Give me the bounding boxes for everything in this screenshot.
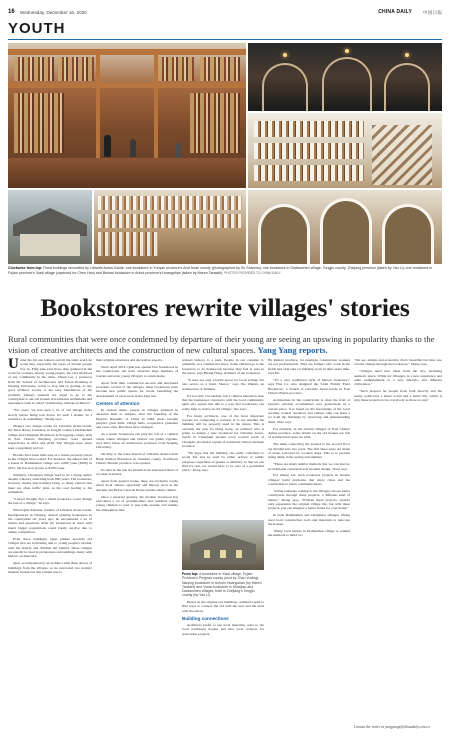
paragraph: "Villages need new ideas from the city, including aesthetic space. While for villagers, is a new experience and other enlightenment to a new lifestyle, and different civilization." <box>354 369 442 387</box>
paragraph: relaxed visitors to a park. People in our consider it, primarily, as a commercial place. Some children go to the bookstore to do homework because they feel at ease in the space, says Huang Hong, architect of the bookstore. <box>182 358 264 376</box>
paragraph: Since April 2014, Qian has opened five bookstores in the countryside. All have attracted large numbers of tourists and even young villagers to return home. <box>96 364 178 378</box>
paragraph: Apart from general books, there are exclusive works about local culture, especially and history, such as the Ancient Tea Horse Caravan Route and the ethnic culture. <box>96 479 178 492</box>
photo-arched-interior <box>248 190 442 264</box>
inset-caption <box>182 572 264 598</box>
photo-village-exterior <box>8 190 92 264</box>
paragraph: Qian, accompanied by an architect with three shows of buildings from the villages, so he renovated two derelict modern bookstores that remain true to <box>8 561 92 574</box>
paragraph: Zhang's two design works for Librairie Avant-Garde, the Tutai library bookshop in Tongjiu county's Dadianzhen village and Chenjiapu Bookstore in Songyang county, both in East China's Zhejiang province, were opened respectively in 2014 and 2018. The villages have since seen a surprising revival. <box>8 424 92 450</box>
paragraph: Even more strikingly, Qian pushes upwards old villages that are hollowing due to young people's exodus, with the elderly and children left behind. These villages are usually located in picturesque surroundings, many with historic architecture. <box>8 536 92 559</box>
caption-text: Rural buildings renovated by Librairie Avant-Garde; one bookstore in Yunyan province's Anxi bean county (photographed by Su Shanmu); one bookstore in Dadianzhen village, Tongjiu county, Zhejiang province (taken by Yao Li); one bookstore in Fujian province's Xiadi village (captured for Chen Hao) and Bishan bookstore in Anhui province's Huangshan (taken by Maren Tanashi). <box>8 266 433 275</box>
deck-text: Rural communities that were once condemned by departure of their young are seeing an upswing in popularity thanks to the vision of creative architects and the construction of new cultural spaces. <box>8 334 435 355</box>
photo-bookstore-interior <box>8 43 246 188</box>
article-column-5 <box>354 358 442 720</box>
inset-caption-text: A bookstore in Xiadi village, Fujian Province's Pingnan county (shot by Zhao Yuding); Nanjing bookstore in Anhui's Huangshan (by Maren Tanashi) and Yunai bookstore in Shanjiao and Dadianzhen villages, both in Zhejiang's Tongjiu county (by Yao Li). <box>182 572 262 598</box>
article-column-4 <box>268 358 350 739</box>
paragraph: Architecture in the countryside is often the fruit of people's wisdom accumulated over generations in a certain place. It is based on the knowledge of the local weather, natural resources and culture. One can learn a lot from the buildings by observing and understanding them, Zhao says. <box>268 397 350 424</box>
paragraph: "It does not only provide space for book selling, but also serves as a bond. Shows," says Xia Zhujun, an architecture of Xiamen. <box>182 377 264 391</box>
paragraph: "Many local people in Dadianzhen village to remind me methods to build too <box>268 529 350 538</box>
article-column-3-bottom <box>182 600 264 739</box>
page-number: 16 <box>8 9 15 15</box>
masthead <box>8 8 442 18</box>
inset-photo-bookstore <box>182 520 264 570</box>
paragraph: For many architects, one of the most important reasons for composing a scenario is to see whether the building will be properly used in the future. This is certainly the case for Dong Gong, an architect who is going to design a new bookstore for Librairie Avant-Garde in Chenjiahu ancient town located north of Chengdu, provincial capital of southwest China's Sichuan province. <box>182 413 264 448</box>
paragraph: As a result, bookstores can play the role of a cultural center where villagers and visitors can gather together, says Zhao Chen, an architecture professor from Nanjing University. <box>96 432 178 450</box>
photo-bookstore-white-shelves <box>248 113 442 188</box>
headline: Bookstores rewrite villages' stories <box>40 293 410 322</box>
paragraph: Apart from their commercial success and newfound economic revival of the villages, these bookstores have become new public spaces for locals, benefiting the development of rural areas in the long run. <box>96 380 178 398</box>
paragraph: It's not only a bookshop, but a cultural education base that the businesses constructs with the local community. Qian also agrees that this is a way that bookstores can really help to revive an old village," Xia says. <box>182 393 264 411</box>
article-column-3-top <box>182 358 264 518</box>
paragraph: When Qian Xiaohua, founder of Librairie Avant-Garde, headquartered in Nanjing, started opening bookstores in the countryside six years ago, he encountered a lot of doubts and questions. After all, bookstores in cities with much bigger populations could barely survive due to online competition. <box>8 508 92 534</box>
paragraph: For Zhang Lei, such bookstore projects in ancient villages' build platforms that allow cities and the countryside to better communications. <box>268 473 350 487</box>
photo-credit: PHOTOS PROVIDED TO CHINA DAILY <box>224 270 281 275</box>
paper-name: CHINA DAILY <box>378 9 412 15</box>
paragraph: "It's a very traditional style of mutual assistance," says Hua Li, who designed the 'Lishi Family Field Bookstore', a branch of Librairie Avant-Garde in East China's Fujian province. <box>268 377 350 395</box>
photo-caption <box>8 266 442 275</box>
paragraph: "For years, we had seen a lot of old village styles slowly before being torn down. It's such a shame. So I wanted to do something," Zhang says. <box>8 408 92 422</box>
paragraph: Architects prefer to use local materials, refer to the local traditional houses and hire local workers for renovation projects. <box>182 623 264 636</box>
paragraph: In both Dadianzhen and Chenjiapu villages, Zhang used local construction tools and materials to renovate the houses. <box>268 513 350 527</box>
paragraph: By Reinan province, for example, construction workers are not professionals. They are farmers who work in the fields and only take on building work in their spare time, says Ho. <box>268 358 350 376</box>
issue-date: Wednesday, December 16, 2020 <box>20 10 87 15</box>
drop-cap: U <box>8 358 19 372</box>
paragraph: Its sales in the last six months have surpassed those of 12 other branches. <box>96 467 178 477</box>
inset-caption-lead: From top: <box>182 572 199 576</box>
writer-contact: Contact the writer at yangyangs@chinadaily.com.cn <box>354 725 430 729</box>
paragraph: Hostels have been built and, as a result, property prices in the villages have soared. For instance, the annual rent of a house in Dadianzhen village was 2,000 yuan ($306) in 2015, but has now grown to 8,000 yuan. <box>8 452 92 470</box>
paragraph: Similarly, Chenjiapu village used to be a dying outlier despite a history stretching back 800 years. The bookstore, however, means that holidays bring so many visitors that there are often traffic jams on the road leading to the settlement. <box>8 472 92 494</box>
paragraph: Once a deserted granary, the modern bookstore has welcomed a lot of grandmothers and residents taking young children to read or just walk around, and sample the atmosphere, like <box>96 494 178 512</box>
subhead: Building connections <box>182 616 229 622</box>
paragraph: "Urban residents coming to the villages can see better countryside through these projects, a different kind of nature," Zhang says. "Without these projects, visitors only experience the original village life, but with these projects, you can imagine a better future for your home." <box>268 489 350 511</box>
deck <box>8 334 442 356</box>
section-rule <box>8 39 442 40</box>
paragraph: The main connecting the ground to the second floor are divided into two parts. The first three steps are made of stone, followed by wooden steps. This is to prevent rising damp in the spring and summer. <box>268 442 350 460</box>
section-title: YOUTH <box>8 20 66 37</box>
paragraph: On May 4, the latest branch of Librairie Avant-Garde Bank Jiazhou Bookstore in Jianshan county, Southwest China's Yunnan province, was opened. <box>96 452 178 465</box>
paper-name-chinese: 中国日报 <box>422 11 442 16</box>
article-column-1 <box>8 358 92 739</box>
article-column-2 <box>96 358 178 739</box>
paragraph: In ancient times, people in villages gathered in ancestral halls or temples, after the founding of the People's Republic of China in 1949, these became people's great halls, village halls, cooperative granaries and even cafes. But those have changed. <box>96 407 178 430</box>
caption-lead: Clockwise from top: <box>8 266 43 270</box>
paragraph: "Such projects let people from both directly and the nearly rediscover a better world and a better life, which is why these projects is for everybody as more as ours" <box>354 389 442 402</box>
paragraph: their original structures and decorative aspects. <box>96 358 163 362</box>
photo-reading-room <box>94 190 246 264</box>
paragraph: Based on the original old buildings, architects need to find ways to connect the old with the new and the rural with the urban. <box>182 600 264 613</box>
byline: Yang Yang reports. <box>257 345 328 355</box>
photo-bookstore-night <box>248 43 442 111</box>
paragraph: For example, in the ancient villages of East China's Anhui province, some details on the old houses are full of architectural clues, he adds. <box>268 426 350 440</box>
paragraph: "There are many similar methods that we can borrow in traditional construction in modern design," Ross says. <box>268 462 350 471</box>
paragraph: Under his fur one winters and all the stairs scarf, he looks tiny, especially the types of bosom people live in. Fifty-plus-year-lives, they gathered in the room for workers, mostly young people, the very lifeblood of any community in the cities. Zhang Lei, a professor from the School of Architecture and Urban Planning at Nanjing University, wants to stop this by getting, as any good architect would, to the very foundations of the problem. Zhang's students are urged to go to the countryside to see old houses in traditional settlements and experience what is called "architecture without architects". <box>8 358 92 406</box>
paragraph: "We see, simple and economic, that's beautiful, but they saw a better change through the bookstore," Zhang says. <box>354 358 442 367</box>
paragraph: "I never thought that a small bookstore could change the fate of a village," he says. <box>8 496 92 506</box>
subhead: Centers of attention <box>96 400 140 406</box>
paragraph: "We hope that the building can really contribute to social life and be used by either private or public purposes, regardless of gender or ethnicity, so that we can find it's real, we would have to be part of a prohibited place," Dong says. <box>182 450 264 473</box>
